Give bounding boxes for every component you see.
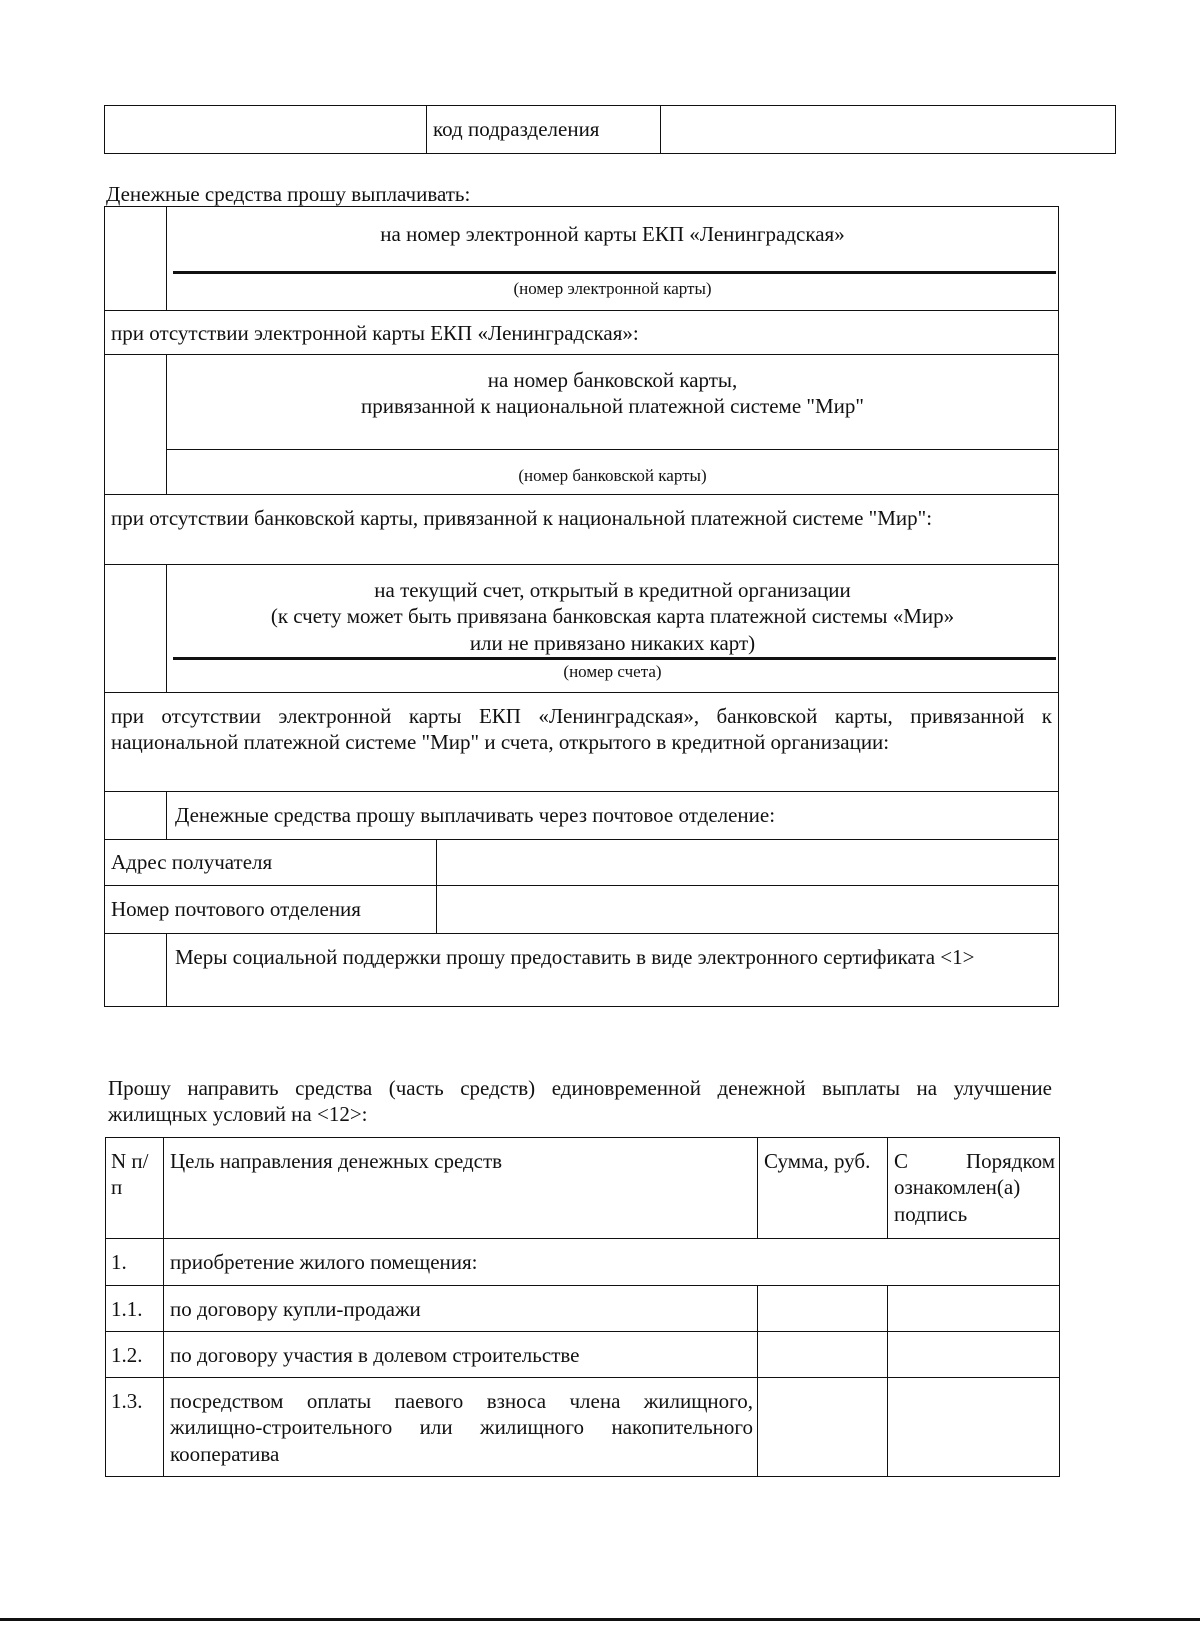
row-sum-field[interactable] bbox=[758, 1286, 888, 1332]
account-line3: или не привязано никаких карт) bbox=[469, 630, 756, 655]
ekp-card-caption: (номер электронной карты) bbox=[513, 279, 712, 298]
mir-checkbox[interactable] bbox=[105, 355, 167, 495]
account-caption: (номер счета) bbox=[563, 662, 662, 681]
division-code-table bbox=[104, 105, 1116, 154]
col-purpose-header: Цель направления денежных средств bbox=[164, 1138, 758, 1239]
row-num: 1.3. bbox=[106, 1378, 164, 1477]
housing-table bbox=[105, 1137, 1060, 1477]
certificate-text: Меры социальной поддержки прошу предоставить в виде электронного сертификата <1> bbox=[167, 934, 1059, 1007]
ekp-card-number-field[interactable] bbox=[173, 271, 1056, 274]
mir-card-caption: (номер банковской карты) bbox=[518, 466, 707, 485]
row-sum-field[interactable] bbox=[758, 1378, 888, 1477]
mir-card-line1: на номер банковской карты, bbox=[487, 368, 738, 392]
row-sign-field[interactable] bbox=[888, 1378, 1060, 1477]
row-purpose: приобретение жилого помещения: bbox=[164, 1239, 1060, 1286]
account-number-field[interactable] bbox=[173, 657, 1056, 660]
table-row bbox=[106, 1239, 1060, 1286]
account-checkbox[interactable] bbox=[105, 565, 167, 693]
ekp-checkbox[interactable] bbox=[105, 207, 167, 311]
col-sum-header: Сумма, руб. bbox=[758, 1138, 888, 1239]
post-number-field[interactable] bbox=[437, 886, 1059, 934]
payment-table bbox=[104, 206, 1059, 1007]
col-sign-header: С Порядком ознакомлен(а) подпись bbox=[888, 1138, 1060, 1239]
mir-card-line2: привязанной к национальной платежной системе "Мир" bbox=[361, 394, 864, 419]
account-line2: (к счету может быть привязана банковская карта платежной системы «Мир» bbox=[270, 604, 955, 629]
ekp-card-title: на номер электронной карты ЕКП «Ленинградская» bbox=[380, 222, 845, 246]
table-row bbox=[106, 1332, 1060, 1378]
no-ekp-text: при отсутствии электронной карты ЕКП «Ленинградская»: bbox=[105, 311, 1059, 355]
row-purpose: по договору участия в долевом строительстве bbox=[164, 1332, 758, 1378]
no-mir-text: при отсутствии банковской карты, привязанной к национальной платежной системе "Мир": bbox=[105, 495, 1059, 565]
post-number-label: Номер почтового отделения bbox=[105, 886, 437, 934]
ekp-card-cell bbox=[167, 207, 1059, 311]
account-line1: на текущий счет, открытый в кредитной организации bbox=[374, 578, 851, 602]
row-sum-field[interactable] bbox=[758, 1332, 888, 1378]
mir-card-cell bbox=[167, 355, 1059, 495]
table-row bbox=[106, 1286, 1060, 1332]
mir-card-number-field[interactable] bbox=[167, 449, 1058, 450]
row-purpose: посредством оплаты паевого взноса члена жилищного, жилищно-строительного или жилищного накопительного кооператива bbox=[164, 1378, 758, 1477]
post-office-text: Денежные средства прошу выплачивать через почтовое отделение: bbox=[167, 792, 1059, 840]
account-cell bbox=[167, 565, 1059, 693]
row-purpose: по договору купли-продажи bbox=[164, 1286, 758, 1332]
row-num: 1. bbox=[106, 1239, 164, 1286]
row-num: 1.1. bbox=[106, 1286, 164, 1332]
recipient-address-label: Адрес получателя bbox=[105, 840, 437, 886]
table-row bbox=[106, 1378, 1060, 1477]
no-all-text: при отсутствии электронной карты ЕКП «Ленинградская», банковской карты, привязанной к национальной платежной системе "Мир" и счета, открытого в кредитной организации: bbox=[105, 693, 1059, 792]
row-sign-field[interactable] bbox=[888, 1332, 1060, 1378]
housing-heading: Прошу направить средства (часть средств) единовременной денежной выплаты на улучшение жилищных условий на <12>: bbox=[108, 1076, 1052, 1127]
division-code-field[interactable] bbox=[661, 106, 1116, 154]
certificate-checkbox[interactable] bbox=[105, 934, 167, 1007]
page-bottom-rule bbox=[0, 1618, 1200, 1621]
row-sign-field[interactable] bbox=[888, 1286, 1060, 1332]
post-office-checkbox[interactable] bbox=[105, 792, 167, 840]
recipient-address-field[interactable] bbox=[437, 840, 1059, 886]
col-num-header: N п/п bbox=[106, 1138, 164, 1239]
blank-cell[interactable] bbox=[105, 106, 427, 154]
row-num: 1.2. bbox=[106, 1332, 164, 1378]
payment-heading: Денежные средства прошу выплачивать: bbox=[106, 182, 471, 206]
division-code-label: код подразделения bbox=[427, 106, 661, 154]
